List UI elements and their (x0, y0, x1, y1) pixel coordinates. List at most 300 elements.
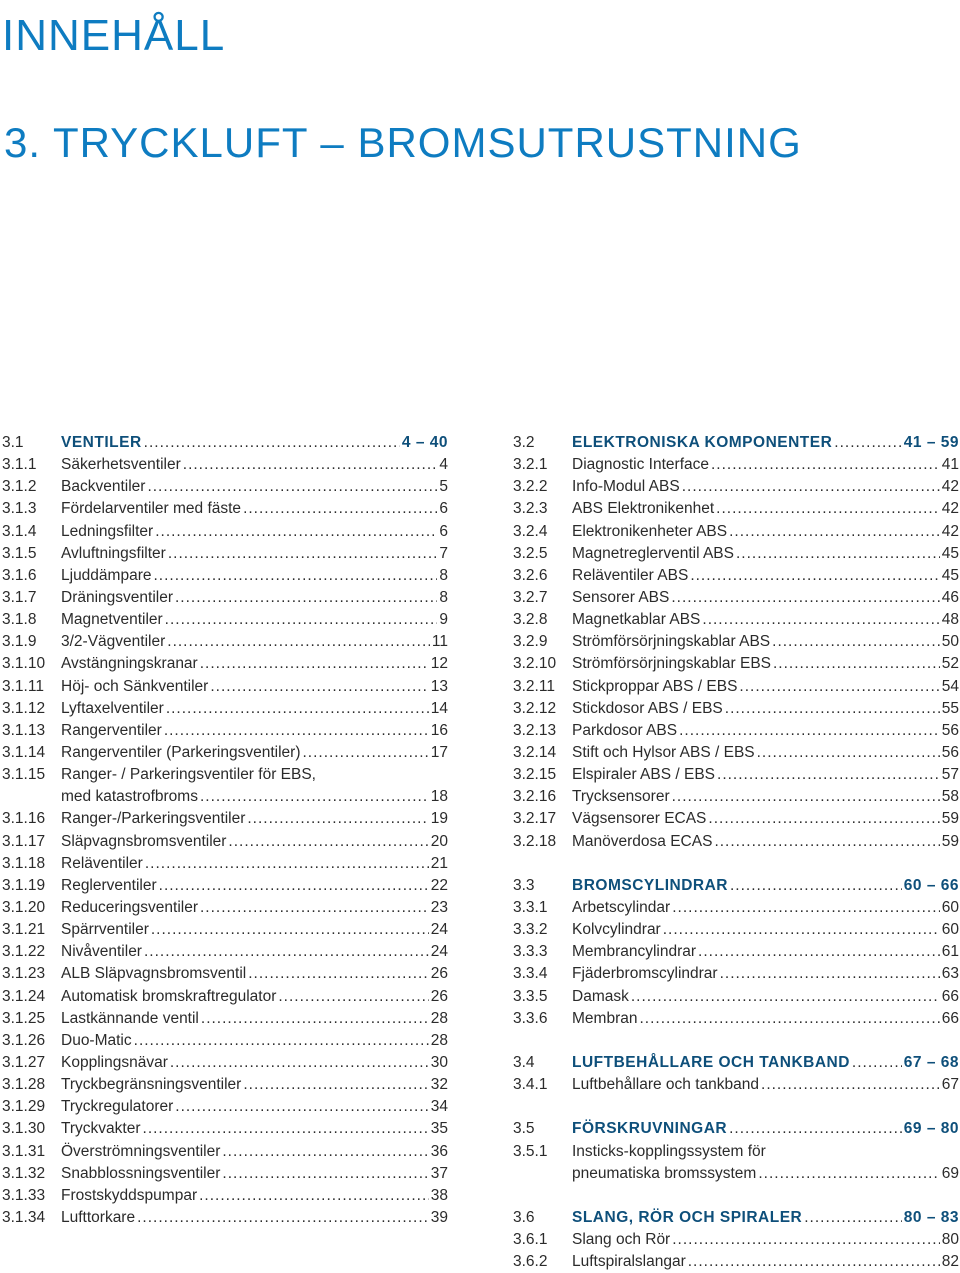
toc-dot-leader (228, 831, 428, 853)
toc-page-number: 55 (941, 699, 959, 717)
toc-entry-row[interactable] (2, 1207, 448, 1229)
toc-page-number: 18 (430, 788, 448, 806)
toc-entry-number: 3.2.6 (513, 566, 548, 584)
toc-entry-row[interactable] (513, 720, 959, 742)
toc-entry-row[interactable] (2, 897, 448, 919)
toc-entry-title: 3/2-Vägventiler (61, 633, 166, 651)
toc-entry-number: 3.2.3 (513, 500, 548, 518)
toc-entry-row[interactable] (2, 941, 448, 963)
toc-dot-leader (144, 432, 400, 454)
toc-dot-leader (639, 1008, 939, 1030)
toc-entry-row[interactable] (2, 631, 448, 653)
toc-entry-row[interactable] (2, 1030, 448, 1052)
toc-entry-number: 3.1.24 (2, 987, 46, 1005)
toc-entry-number: 3.1.26 (2, 1031, 46, 1049)
toc-entry-title: Höj- och Sänkventiler (61, 677, 209, 695)
toc-entry-title: Arbetscylindar (572, 898, 671, 916)
toc-entry-row[interactable] (513, 476, 959, 498)
toc-entry-title: Lyftaxelventiler (61, 699, 164, 717)
toc-page-number: 60 (941, 921, 959, 939)
toc-spacer (513, 1185, 959, 1207)
toc-entry-title: Snabblossningsventiler (61, 1164, 221, 1182)
toc-entry-number: 3.2.7 (513, 588, 548, 606)
toc-entry-row[interactable] (2, 609, 448, 631)
toc-entry-title: Parkdosor ABS (572, 721, 678, 739)
toc-page-number: 8 (439, 588, 448, 606)
toc-entry-number: 3.1.25 (2, 1009, 46, 1027)
toc-dot-leader (199, 1185, 429, 1207)
toc-entry-number: 3.2.16 (513, 788, 557, 806)
toc-entry-number: 3.2 (513, 434, 535, 451)
toc-entry-title: Luftbehållare och tankband (572, 1076, 760, 1094)
toc-entry-row[interactable] (513, 1251, 959, 1273)
toc-page-number: 56 (941, 721, 959, 739)
toc-page-number: 26 (430, 965, 448, 983)
toc-dot-leader (730, 875, 902, 897)
toc-dot-leader (761, 1074, 940, 1096)
toc-entry-number: 3.1.32 (2, 1164, 46, 1182)
toc-entry-title: Överströmningsventiler (61, 1142, 221, 1160)
toc-entry-title: ABS Elektronikenhet (572, 500, 715, 518)
toc-entry-row[interactable] (2, 498, 448, 520)
toc-entry-title: SLANG, RÖR OCH SPIRALER (572, 1208, 803, 1226)
toc-entry-title: Magnetkablar ABS (572, 611, 701, 629)
toc-entry-title: Ranger- / Parkeringsventiler för EBS, (61, 766, 316, 784)
toc-entry-number: 3.3 (513, 876, 535, 894)
toc-dot-leader (170, 1052, 429, 1074)
toc-entry-number: 3.3.6 (513, 1009, 548, 1027)
toc-page-number: 45 (941, 566, 959, 584)
toc-page-number: 80 (941, 1231, 959, 1249)
toc-entry-title: VENTILER (61, 434, 142, 451)
toc-page-number: 14 (430, 699, 448, 717)
toc-entry-title: Lastkännande ventil (61, 1009, 199, 1027)
toc-entry-title: Ljuddämpare (61, 566, 152, 584)
toc-entry-title: Strömförsörjningskablar ABS (572, 633, 771, 651)
toc-entry-title: Diagnostic Interface (572, 456, 709, 474)
toc-entry-row[interactable] (2, 1096, 448, 1118)
toc-page-number: 63 (941, 965, 959, 983)
toc-dot-leader (757, 742, 940, 764)
toc-page-number: 42 (941, 500, 959, 518)
toc-entry-number: 3.4 (513, 1053, 535, 1071)
toc-dot-leader (166, 698, 429, 720)
toc-entry-row[interactable] (2, 919, 448, 941)
toc-entry-row[interactable] (513, 986, 959, 1008)
toc-page-number: 42 (941, 522, 959, 540)
toc-entry-title: Reläventiler (61, 854, 143, 872)
toc-entry-title: Stickdosor ABS / EBS (572, 699, 723, 717)
toc-dot-leader (222, 1163, 428, 1185)
toc-entry-title: Frostskyddspumpar (61, 1186, 198, 1204)
toc-dot-leader (672, 897, 940, 919)
toc-entry-row[interactable] (2, 1052, 448, 1074)
toc-entry-row[interactable] (513, 831, 959, 853)
toc-dot-leader (151, 919, 429, 941)
toc-page-number: 66 (941, 1009, 959, 1027)
toc-entry-title: Sensorer ABS (572, 588, 670, 606)
toc-column-left (2, 432, 448, 1229)
toc-page-number: 46 (941, 588, 959, 606)
toc-entry-title: Ledningsfilter (61, 522, 154, 540)
toc-dot-leader (834, 432, 901, 454)
toc-dot-leader (690, 565, 939, 587)
toc-entry-title: Lufttorkare (61, 1208, 136, 1226)
toc-entry-row[interactable] (513, 742, 959, 764)
toc-entry-title: Elspiraler ABS / EBS (572, 766, 716, 784)
toc-entry-row[interactable] (2, 476, 448, 498)
toc-page-number: 69 – 80 (903, 1120, 959, 1138)
toc-entry-row[interactable] (2, 676, 448, 698)
toc-entry-number: 3.4.1 (513, 1076, 548, 1094)
toc-dot-leader (200, 653, 429, 675)
toc-page-number: 19 (430, 810, 448, 828)
toc-entry-row[interactable] (513, 498, 959, 520)
toc-entry-number: 3.2.8 (513, 611, 548, 629)
toc-dot-leader (720, 963, 940, 985)
toc-entry-row[interactable] (513, 521, 959, 543)
toc-page-number: 21 (430, 854, 448, 872)
toc-entry-number: 3.2.17 (513, 810, 557, 828)
toc-entry-row[interactable] (2, 1008, 448, 1030)
toc-page-number: 23 (430, 898, 448, 916)
toc-page-number: 45 (941, 544, 959, 562)
toc-page-number: 22 (430, 876, 448, 894)
toc-dot-leader (688, 1251, 940, 1273)
toc-page-number: 11 (431, 633, 448, 651)
toc-entry-number: 3.6.1 (513, 1231, 548, 1249)
toc-entry-number: 3.6 (513, 1208, 535, 1226)
toc-dot-leader (175, 1096, 428, 1118)
toc-entry-number: 3.1.1 (2, 456, 37, 474)
toc-entry-title: ELEKTRONISKA KOMPONENTER (572, 434, 833, 451)
toc-entry-row[interactable] (513, 631, 959, 653)
toc-spacer (513, 1096, 959, 1118)
toc-entry-row[interactable] (2, 565, 448, 587)
toc-entry-row[interactable] (2, 831, 448, 853)
toc-dot-leader (736, 543, 940, 565)
toc-entry-number: 3.1.6 (2, 566, 37, 584)
toc-dot-leader (773, 653, 940, 675)
toc-entry-title: Fördelarventiler med fäste (61, 500, 242, 518)
toc-entry-number: 3.1.30 (2, 1120, 46, 1138)
toc-dot-leader (714, 831, 939, 853)
toc-entry-row[interactable] (2, 653, 448, 675)
toc-dot-leader (708, 808, 939, 830)
toc-entry-title: Membrancylindrar (572, 943, 697, 961)
toc-page-number: 66 (941, 987, 959, 1005)
toc-entry-row[interactable] (513, 941, 959, 963)
toc-page-number: 57 (941, 766, 959, 784)
toc-entry-number: 3.2.14 (513, 743, 557, 761)
toc-page-number: 60 – 66 (903, 876, 959, 894)
toc-entry-row[interactable] (2, 853, 448, 875)
toc-dot-leader (716, 498, 940, 520)
toc-entry-row[interactable] (513, 609, 959, 631)
toc-dot-leader (165, 609, 438, 631)
toc-entry-row[interactable] (513, 653, 959, 675)
toc-dot-leader (725, 698, 940, 720)
toc-dot-leader (201, 1008, 429, 1030)
toc-entry-title: Duo-Matic (61, 1031, 132, 1049)
toc-dot-leader (143, 1118, 429, 1140)
toc-entry-number: 3.1.16 (2, 810, 46, 828)
toc-entry-title: Rangerventiler (Parkeringsventiler) (61, 743, 301, 761)
toc-entry-row[interactable] (2, 543, 448, 565)
toc-page-number: 7 (439, 544, 448, 562)
toc-entry-row[interactable] (2, 1185, 448, 1207)
toc-entry-title: Spärrventiler (61, 921, 149, 939)
toc-entry-row[interactable] (2, 875, 448, 897)
toc-entry-title: Membran (572, 1009, 638, 1027)
toc-entry-title: med katastrofbroms (61, 788, 198, 806)
toc-section-row[interactable] (513, 1118, 959, 1140)
toc-entry-number: 3.3.3 (513, 943, 548, 961)
toc-dot-leader (852, 1052, 902, 1074)
toc-entry-number: 3.1.2 (2, 478, 37, 496)
toc-entry-title: pneumatiska bromssystem (572, 1164, 757, 1182)
toc-entry-number: 3.2.10 (513, 655, 557, 673)
toc-entry-title: Magnetreglerventil ABS (572, 544, 734, 562)
toc-page-number: 35 (430, 1120, 448, 1138)
toc-entry-row[interactable] (2, 1141, 448, 1163)
toc-page-number: 34 (430, 1098, 448, 1116)
toc-entry-row[interactable] (2, 1118, 448, 1140)
toc-dot-leader (144, 941, 429, 963)
toc-entry-row[interactable] (2, 742, 448, 764)
toc-page-number: 60 (941, 898, 959, 916)
toc-entry-row[interactable] (513, 587, 959, 609)
toc-entry-title: Tryckbegränsningsventiler (61, 1076, 242, 1094)
toc-entry-title: Avluftningsfilter (61, 544, 166, 562)
toc-entry-title: Reläventiler ABS (572, 566, 689, 584)
toc-entry-title: Manöverdosa ECAS (572, 832, 713, 850)
toc-entry-title: LUFTBEHÅLLARE OCH TANKBAND (572, 1053, 850, 1071)
toc-page-number: 80 – 83 (903, 1208, 959, 1226)
toc-entry-title: Stift och Hylsor ABS / EBS (572, 743, 755, 761)
toc-entry-row[interactable] (513, 1008, 959, 1030)
toc-page-number: 67 (941, 1076, 959, 1094)
toc-entry-title: Avstängningskranar (61, 655, 198, 673)
toc-entry-row[interactable] (513, 1163, 959, 1185)
toc-entry-number: 3.1.21 (2, 921, 46, 939)
toc-entry-title: Slang och Rör (572, 1231, 671, 1249)
toc-entry-row[interactable] (2, 1074, 448, 1096)
toc-entry-title: Elektronikenheter ABS (572, 522, 728, 540)
toc-dot-leader (663, 919, 940, 941)
toc-page-number: 38 (430, 1186, 448, 1204)
toc-section-row[interactable] (2, 432, 448, 454)
toc-spacer (513, 853, 959, 875)
toc-dot-leader (672, 1229, 940, 1251)
toc-page-number: 20 (430, 832, 448, 850)
toc-page-number: 5 (439, 478, 448, 496)
toc-entry-title: ALB Släpvagnsbromsventil (61, 965, 247, 983)
toc-page-number: 37 (430, 1164, 448, 1182)
toc-entry-title: Backventiler (61, 478, 146, 496)
toc-page-number: 42 (941, 478, 959, 496)
toc-page-number: 82 (941, 1253, 959, 1271)
toc-entry-row[interactable] (513, 565, 959, 587)
toc-entry-row[interactable] (2, 521, 448, 543)
toc-page-number: 12 (430, 655, 448, 673)
page-title: INNEHÅLL (2, 11, 226, 60)
toc-entry-number: 3.3.1 (513, 898, 548, 916)
toc-dot-leader (210, 676, 428, 698)
toc-column-right (513, 432, 959, 1273)
toc-entry-number: 3.1.5 (2, 544, 37, 562)
toc-dot-leader (758, 1163, 939, 1185)
toc-entry-number: 3.1.23 (2, 965, 46, 983)
toc-dot-leader (168, 543, 438, 565)
toc-section-row[interactable] (513, 1052, 959, 1074)
toc-entry-row[interactable] (2, 808, 448, 830)
toc-entry-number: 3.1.28 (2, 1076, 46, 1094)
toc-entry-row[interactable] (513, 764, 959, 786)
toc-entry-number: 3.1.34 (2, 1208, 46, 1226)
toc-entry-title: Trycksensorer (572, 788, 670, 806)
toc-page-number: 58 (941, 788, 959, 806)
toc-entry-number: 3.5 (513, 1120, 535, 1138)
toc-entry-number: 3.1.31 (2, 1142, 46, 1160)
toc-entry-row[interactable] (2, 764, 448, 786)
toc-entry-row[interactable] (513, 1141, 959, 1163)
toc-entry-number: 3.3.2 (513, 921, 548, 939)
toc-entry-number: 3.1.17 (2, 832, 46, 850)
toc-dot-leader (222, 1141, 428, 1163)
toc-page-number: 69 (941, 1164, 959, 1182)
toc-entry-row[interactable] (2, 786, 448, 808)
toc-page-number: 8 (439, 566, 448, 584)
toc-entry-row[interactable] (2, 454, 448, 476)
toc-entry-row[interactable] (513, 786, 959, 808)
toc-entry-title: Kolvcylindrar (572, 921, 661, 939)
toc-entry-title: Kopplingsnävar (61, 1053, 168, 1071)
toc-entry-title: Strömförsörjningskablar EBS (572, 655, 771, 673)
toc-page-number: 9 (439, 611, 448, 629)
toc-entry-row[interactable] (513, 543, 959, 565)
toc-entry-number: 3.2.13 (513, 721, 557, 739)
toc-entry-row[interactable] (513, 1229, 959, 1251)
toc-entry-title: Reglerventiler (61, 876, 157, 894)
toc-dot-leader (145, 853, 429, 875)
toc-entry-row[interactable] (513, 454, 959, 476)
toc-entry-title: Ranger-/Parkeringsventiler (61, 810, 246, 828)
toc-entry-title: Damask (572, 987, 629, 1005)
toc-page-number: 28 (430, 1009, 448, 1027)
toc-dot-leader (243, 1074, 428, 1096)
toc-entry-row[interactable] (2, 986, 448, 1008)
toc-entry-number: 3.2.1 (513, 456, 548, 474)
toc-entry-number: 3.3.4 (513, 965, 548, 983)
toc-entry-title: Nivåventiler (61, 943, 142, 961)
toc-spacer (513, 1030, 959, 1052)
toc-dot-leader (804, 1207, 902, 1229)
toc-entry-number: 3.6.2 (513, 1253, 548, 1271)
toc-entry-number: 3.2.4 (513, 522, 548, 540)
toc-dot-leader (631, 986, 940, 1008)
toc-entry-title: Luftspiralslangar (572, 1253, 686, 1271)
toc-entry-title: Magnetventiler (61, 611, 163, 629)
toc-entry-number: 3.5.1 (513, 1142, 548, 1160)
toc-entry-number: 3.2.12 (513, 699, 557, 717)
toc-page-number: 6 (439, 522, 448, 540)
toc-dot-leader (698, 941, 940, 963)
toc-entry-number: 3.1.4 (2, 522, 37, 540)
toc-entry-number: 3.1.14 (2, 743, 46, 761)
toc-entry-row[interactable] (2, 720, 448, 742)
toc-entry-title: BROMSCYLINDRAR (572, 876, 728, 894)
toc-dot-leader (243, 498, 437, 520)
toc-entry-title: Säkerhetsventiler (61, 456, 181, 474)
toc-entry-title: Automatisk bromskraftregulator (61, 987, 277, 1005)
toc-section-row[interactable] (513, 1207, 959, 1229)
toc-dot-leader (155, 521, 437, 543)
toc-dot-leader (153, 565, 437, 587)
toc-entry-number: 3.1.7 (2, 588, 37, 606)
toc-dot-leader (247, 808, 428, 830)
toc-entry-row[interactable] (2, 587, 448, 609)
toc-entry-number: 3.1.15 (2, 766, 46, 784)
toc-entry-number: 3.1.33 (2, 1186, 46, 1204)
toc-entry-title: Reduceringsventiler (61, 898, 198, 916)
toc-page-number: 61 (941, 943, 959, 961)
toc-entry-title: Tryckregulatorer (61, 1098, 174, 1116)
toc-entry-row[interactable] (513, 676, 959, 698)
toc-entry-title: Stickproppar ABS / EBS (572, 677, 738, 695)
toc-entry-number: 3.2.11 (513, 677, 555, 695)
toc-entry-row[interactable] (513, 808, 959, 830)
toc-dot-leader (671, 587, 939, 609)
toc-entry-number: 3.1.27 (2, 1053, 46, 1071)
toc-page-number: 56 (941, 743, 959, 761)
toc-page-number: 41 – 59 (903, 434, 959, 451)
toc-entry-row[interactable] (513, 897, 959, 919)
toc-page-number: 17 (430, 743, 448, 761)
toc-dot-leader (702, 609, 939, 631)
toc-dot-leader (711, 454, 940, 476)
toc-entry-row[interactable] (2, 1163, 448, 1185)
toc-dot-leader (159, 875, 429, 897)
toc-page-number: 67 – 68 (903, 1053, 959, 1071)
toc-dot-leader (167, 631, 430, 653)
toc-section-row[interactable] (513, 875, 959, 897)
toc-dot-leader (682, 476, 940, 498)
toc-entry-row[interactable] (2, 698, 448, 720)
toc-entry-number: 3.1.12 (2, 699, 46, 717)
toc-dot-leader (147, 476, 437, 498)
toc-dot-leader (200, 897, 429, 919)
toc-dot-leader (200, 786, 429, 808)
toc-dot-leader (303, 742, 429, 764)
toc-entry-row[interactable] (513, 698, 959, 720)
toc-entry-number: 3.1.11 (2, 677, 44, 695)
toc-entry-row[interactable] (513, 963, 959, 985)
toc-page-number: 32 (430, 1076, 448, 1094)
toc-entry-row[interactable] (513, 1074, 959, 1096)
toc-page-number: 4 (439, 456, 448, 474)
toc-entry-row[interactable] (513, 919, 959, 941)
toc-section-row[interactable] (513, 432, 959, 454)
toc-entry-title: Tryckvakter (61, 1120, 141, 1138)
toc-dot-leader (278, 986, 428, 1008)
toc-page-number: 50 (941, 633, 959, 651)
toc-page-number: 48 (941, 611, 959, 629)
chapter-title: 3. TRYCKLUFT – BROMSUTRUSTNING (4, 119, 802, 166)
toc-dot-leader (729, 1118, 902, 1140)
toc-entry-row[interactable] (2, 963, 448, 985)
toc-entry-number: 3.1.19 (2, 876, 46, 894)
